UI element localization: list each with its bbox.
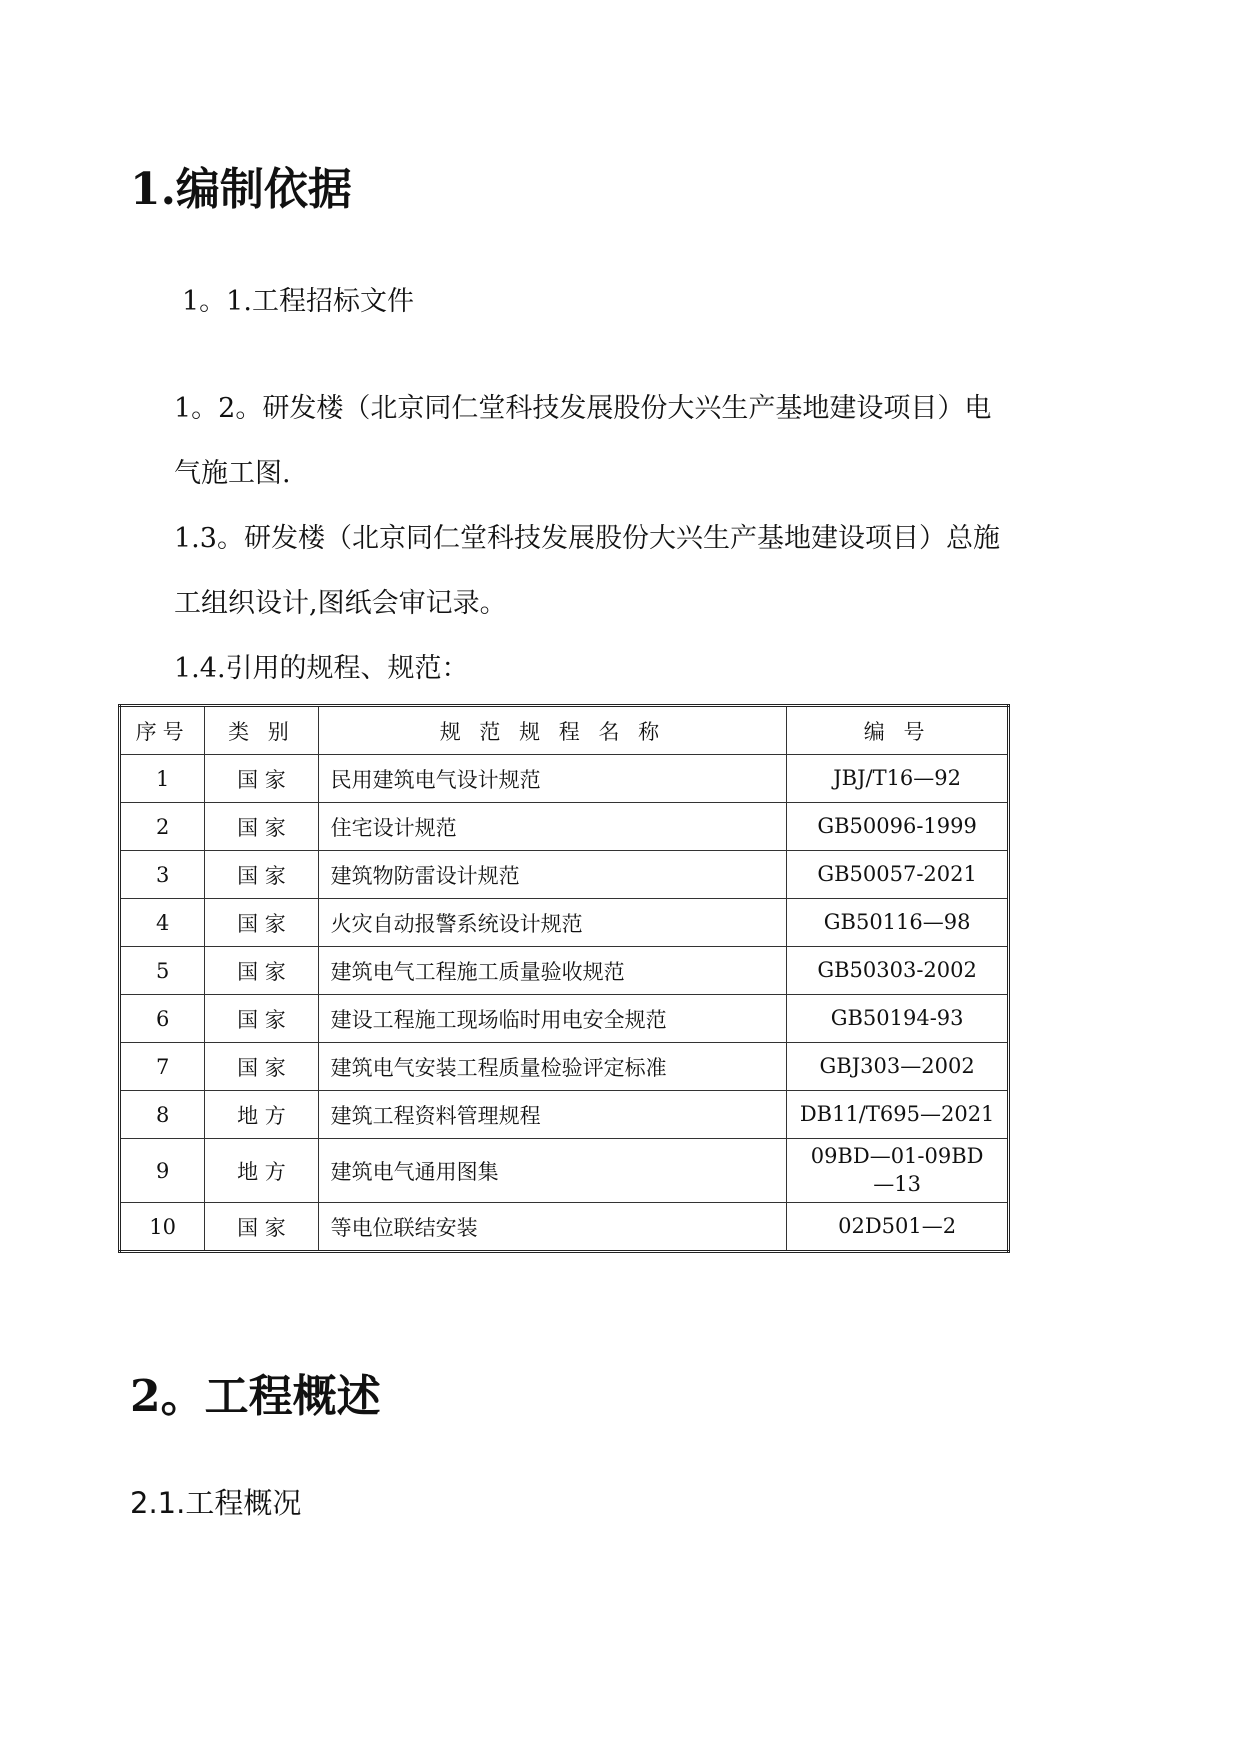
row-code: GB50303-2002 (787, 947, 1009, 995)
row-no: 9 (120, 1139, 205, 1203)
row-code: DB11/T695—2021 (787, 1091, 1009, 1139)
table-row (120, 1043, 1009, 1091)
row-no: 4 (120, 899, 205, 947)
header-category: 类 别 (205, 706, 318, 755)
basis-item-4: 1.4.引用的规程、规范： (174, 653, 469, 684)
row-category: 国 家 (205, 995, 318, 1043)
table-row (120, 851, 1009, 899)
basis-item-1: 1。1.工程招标文件 (182, 286, 414, 317)
row-category: 地 方 (205, 1139, 318, 1203)
row-code: GBJ303—2002 (787, 1043, 1009, 1091)
basis-item-3-line-1: 1.3。研发楼（北京同仁堂科技发展股份大兴生产基地建设项目）总施 (174, 523, 1000, 554)
row-code: GB50116—98 (787, 899, 1009, 947)
row-code: GB50096-1999 (787, 803, 1009, 851)
row-no: 1 (120, 755, 205, 803)
row-no: 2 (120, 803, 205, 851)
table-row (120, 947, 1009, 995)
row-no: 5 (120, 947, 205, 995)
header-code: 编 号 (787, 706, 1009, 755)
row-name: 建筑工程资料管理规程 (318, 1091, 787, 1139)
row-code: JBJ/T16—92 (787, 755, 1009, 803)
table-row (120, 1091, 1009, 1139)
row-name: 建设工程施工现场临时用电安全规范 (318, 995, 787, 1043)
row-name: 民用建筑电气设计规范 (318, 755, 787, 803)
row-code (787, 1139, 1009, 1203)
table-row (120, 995, 1009, 1043)
basis-item-3-line-2: 工组织设计,图纸会审记录。 (174, 588, 507, 619)
row-category: 国 家 (205, 1043, 318, 1091)
basis-item-2-line-1: 1。2。研发楼（北京同仁堂科技发展股份大兴生产基地建设项目）电 (174, 393, 992, 424)
table-row (120, 1139, 1009, 1203)
table-row (120, 803, 1009, 851)
row-name: 火灾自动报警系统设计规范 (318, 899, 787, 947)
subsection-2-1-heading: 2.1.工程概况 (130, 1486, 302, 1520)
row-no: 8 (120, 1091, 205, 1139)
row-code: GB50057-2021 (787, 851, 1009, 899)
row-name: 建筑电气通用图集 (318, 1139, 787, 1203)
standards-table (118, 704, 1010, 1253)
table-header-row (120, 706, 1009, 755)
row-category: 国 家 (205, 1203, 318, 1252)
row-category: 国 家 (205, 803, 318, 851)
row-name: 住宅设计规范 (318, 803, 787, 851)
table-row (120, 1203, 1009, 1252)
row-category: 国 家 (205, 755, 318, 803)
row-name: 建筑物防雷设计规范 (318, 851, 787, 899)
row-no: 10 (120, 1203, 205, 1252)
row-code: GB50194-93 (787, 995, 1009, 1043)
row-category: 国 家 (205, 899, 318, 947)
row-name: 建筑电气安装工程质量检验评定标准 (318, 1043, 787, 1091)
section-1-heading: 1.编制依据 (130, 164, 352, 215)
basis-item-2-line-2: 气施工图. (174, 458, 291, 489)
header-name: 规 范 规 程 名 称 (318, 706, 787, 755)
row-category: 国 家 (205, 851, 318, 899)
row-no: 3 (120, 851, 205, 899)
row-category: 地 方 (205, 1091, 318, 1139)
row-code-line-1: 09BD—01-09BD (810, 1144, 984, 1169)
row-no: 7 (120, 1043, 205, 1091)
row-name: 等电位联结安装 (318, 1203, 787, 1252)
section-2-heading: 2。工程概述 (130, 1371, 381, 1422)
table-row (120, 899, 1009, 947)
row-category: 国 家 (205, 947, 318, 995)
row-code-line-2: —13 (873, 1171, 921, 1196)
row-code: 02D501—2 (787, 1203, 1009, 1252)
header-no: 序号 (120, 706, 205, 755)
row-no: 6 (120, 995, 205, 1043)
table-row (120, 755, 1009, 803)
row-name: 建筑电气工程施工质量验收规范 (318, 947, 787, 995)
